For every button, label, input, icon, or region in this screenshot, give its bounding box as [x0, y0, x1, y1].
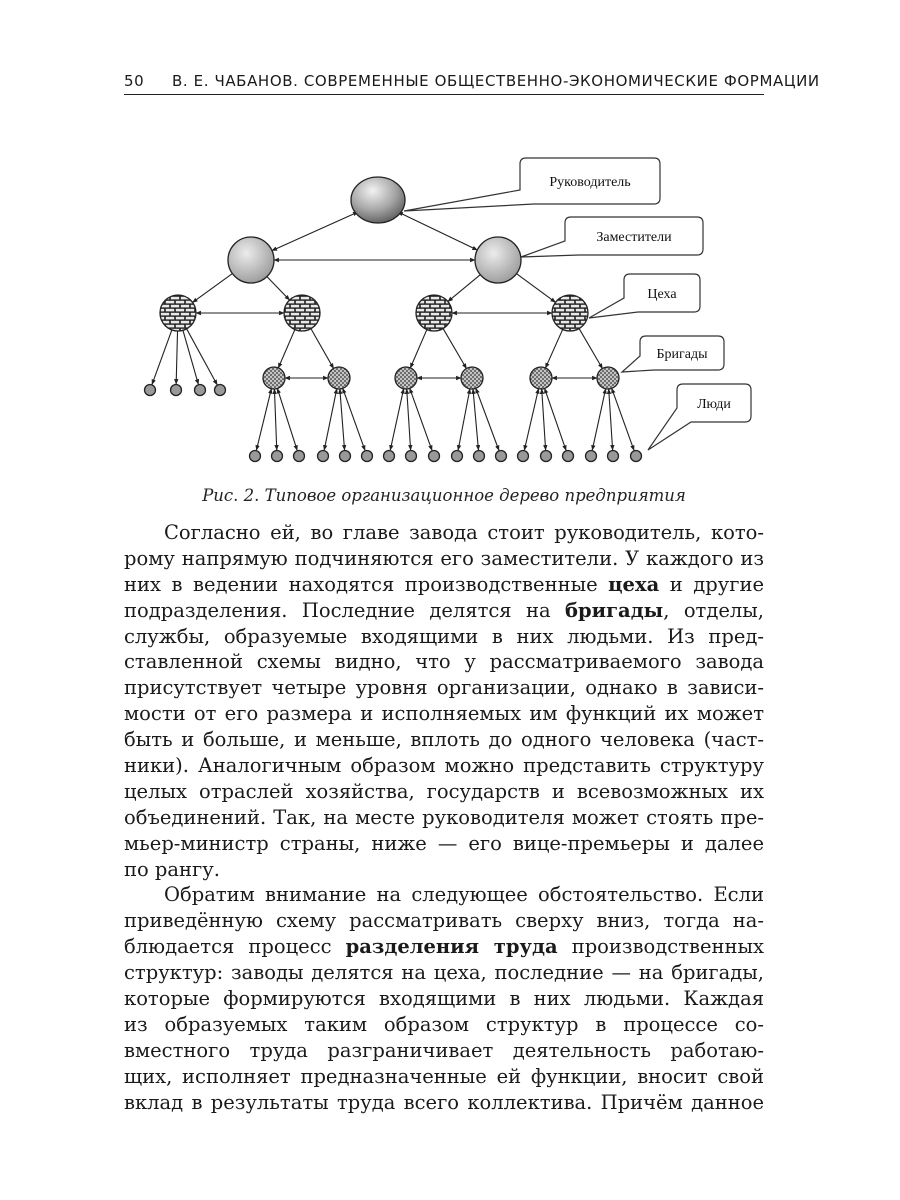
edge-brigade-person: [390, 389, 403, 450]
edge-brigade-person: [324, 389, 337, 450]
text-line: которые формируются входящими в них людьми. Каждая: [124, 987, 764, 1011]
person-node: [541, 451, 552, 462]
text-line: мьер-министр страны, ниже — его вице-премьеры и далее: [124, 831, 764, 855]
text-fragment: и другие: [659, 572, 764, 596]
brigade-node: [328, 367, 350, 389]
text-fragment: блюдается процесс: [124, 935, 346, 959]
text-line: ники). Аналогичным образом можно представить структуру: [124, 754, 764, 778]
person-node: [145, 385, 156, 396]
edge-brigade-person: [277, 388, 297, 450]
person-node: [318, 451, 329, 462]
workshop-node: [416, 295, 452, 331]
bold-term: цеха: [608, 572, 660, 596]
edge-brigade-person: [592, 389, 605, 450]
text-fragment: производственных: [557, 935, 765, 959]
edge-brigade-person: [340, 389, 345, 450]
edge-manager-deputy: [398, 212, 477, 250]
person-node: [215, 385, 226, 396]
edge-brigade-person: [256, 389, 271, 450]
person-node: [294, 451, 305, 462]
person-node: [496, 451, 507, 462]
text-line: службы, образуемые входящими в них людьми. Из пред-: [124, 624, 764, 648]
person-node: [563, 451, 574, 462]
text-line: [124, 934, 764, 960]
edge-workshop-brigade: [579, 329, 602, 369]
edge-manager-deputy: [272, 212, 358, 251]
person-node: [631, 451, 642, 462]
org-tree-diagram: [0, 0, 900, 480]
text-line: из образуемых таким образом структур в процессе со-: [124, 1012, 764, 1036]
person-node: [474, 451, 485, 462]
brigade-node: [461, 367, 483, 389]
body-text: [124, 520, 764, 1115]
text-fragment: подразделения. Последние делятся на: [124, 598, 565, 622]
callout-label-deputies: Заместители: [596, 230, 672, 245]
edge-workshop-person: [183, 330, 198, 384]
brigade-node: [530, 367, 552, 389]
manager-node: [351, 177, 405, 223]
edge-brigade-person: [545, 388, 566, 450]
edge-workshop-person: [152, 330, 172, 384]
edge-workshop-brigade: [443, 329, 466, 369]
edge-brigade-person: [542, 389, 546, 450]
edge-brigade-person: [458, 389, 470, 450]
person-node: [518, 451, 529, 462]
person-node: [586, 451, 597, 462]
text-line: [124, 598, 764, 624]
page-number: 50: [124, 72, 145, 90]
running-title: В. Е. ЧАБАНОВ. СОВРЕМЕННЫЕ ОБЩЕСТВЕННО-ЭКОНОМИЧЕСКИЕ ФОРМАЦИИ: [172, 72, 820, 90]
person-node: [608, 451, 619, 462]
person-node: [195, 385, 206, 396]
edge-workshop-person: [176, 331, 177, 384]
edge-workshop-person: [187, 329, 218, 385]
deputy-node: [228, 237, 274, 283]
edge-workshop-brigade: [410, 330, 427, 368]
person-node: [340, 451, 351, 462]
text-line: Обратим внимание на следующее обстоятельство. Если: [164, 883, 764, 907]
text-line: по рангу.: [124, 857, 220, 881]
deputy-node: [475, 237, 521, 283]
edge-brigade-person: [410, 388, 432, 450]
brigade-node: [395, 367, 417, 389]
edge-workshop-brigade: [278, 330, 295, 368]
edge-deputy-workshop: [193, 274, 233, 303]
brigade-node: [597, 367, 619, 389]
person-node: [171, 385, 182, 396]
edge-brigade-person: [473, 389, 478, 450]
text-line: целых отраслей хозяйства, государств и всевозможных их: [124, 779, 764, 803]
callout-label-manager: Руководитель: [549, 175, 631, 190]
edge-deputy-workshop: [517, 274, 556, 303]
callout-label-workshops: Цеха: [647, 287, 677, 302]
text-line: мости от его размера и исполняемых им функций их может: [124, 702, 764, 726]
text-fragment: , отделы,: [663, 598, 764, 622]
text-line: ставленной схемы видно, что у рассматриваемого завода: [124, 650, 764, 674]
edge-workshop-brigade: [545, 329, 562, 368]
edge-deputy-workshop: [448, 275, 480, 302]
brigade-node: [263, 367, 285, 389]
edge-brigade-person: [609, 389, 613, 450]
person-node: [362, 451, 373, 462]
callout-label-brigades: Бригады: [656, 347, 708, 362]
text-line: вклад в результаты труда всего коллектива. Причём данное: [124, 1090, 764, 1114]
person-node: [272, 451, 283, 462]
text-line: вместного труда разграничивает деятельность работаю-: [124, 1038, 764, 1062]
bold-term: бригады: [565, 598, 664, 622]
edge-workshop-brigade: [311, 329, 334, 369]
edge-brigade-person: [612, 388, 634, 450]
text-line: присутствует четыре уровня организации, однако в зависи-: [124, 676, 764, 700]
edge-brigade-person: [524, 389, 538, 450]
figure-caption: Рис. 2. Типовое организационное дерево предприятия: [202, 486, 686, 505]
text-line: Согласно ей, во главе завода стоит руководитель, кото-: [164, 521, 764, 544]
person-node: [452, 451, 463, 462]
text-line: [124, 572, 764, 598]
callout-people: [648, 384, 751, 450]
text-line: щих, исполняет предназначенные ей функции, вносит свой: [124, 1064, 764, 1088]
text-line: структур: заводы делятся на цеха, последние — на бригады,: [124, 961, 764, 985]
bold-term: разделения труда: [345, 935, 558, 959]
edge-brigade-person: [476, 388, 499, 450]
workshop-node: [284, 295, 320, 331]
person-node: [250, 451, 261, 462]
callout-workshops: [589, 274, 700, 318]
person-node: [406, 451, 417, 462]
edge-deputy-workshop: [267, 277, 290, 300]
text-fragment: них в ведении находятся производственные: [124, 572, 609, 596]
text-line: приведённую схему рассматривать сверху вниз, тогда на-: [124, 909, 764, 933]
edge-brigade-person: [343, 388, 365, 450]
workshop-node: [160, 295, 196, 331]
text-line: объединений. Так, на месте руководителя может стоять пре-: [124, 805, 764, 829]
person-node: [384, 451, 395, 462]
workshop-node: [552, 295, 588, 331]
edge-brigade-person: [274, 389, 276, 450]
person-node: [429, 451, 440, 462]
text-line: быть и больше, и меньше, вплоть до одного человека (част-: [124, 728, 764, 752]
callout-label-people: Люди: [697, 397, 731, 412]
text-line: рому напрямую подчиняются его заместители. У каждого из: [124, 546, 764, 570]
edge-brigade-person: [407, 389, 411, 450]
